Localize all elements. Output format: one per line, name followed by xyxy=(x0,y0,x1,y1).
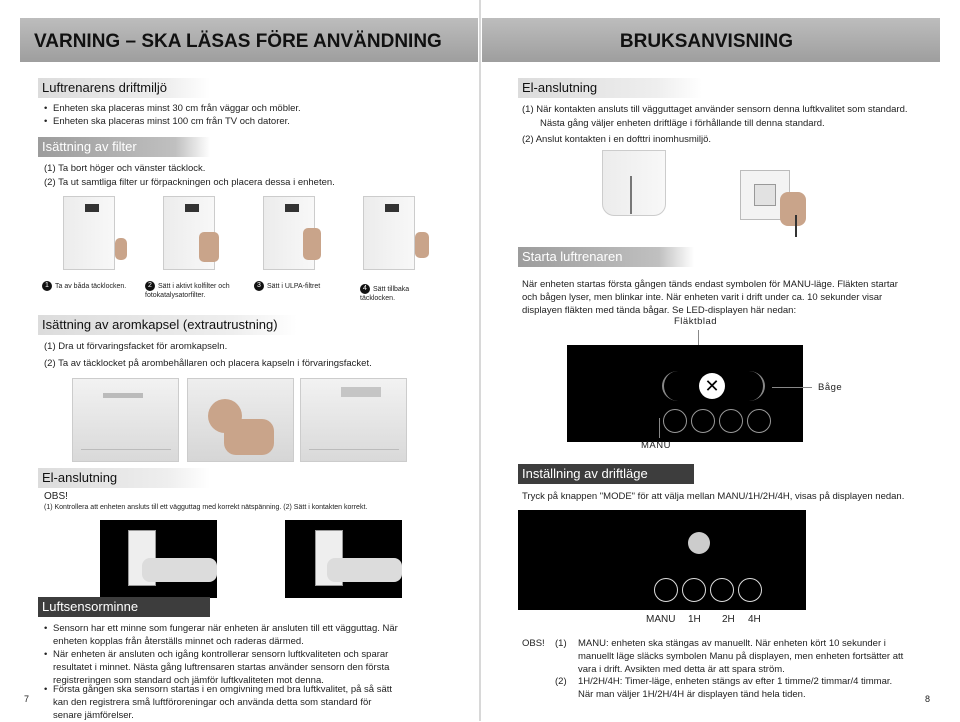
sensor-section-title: Luftsensorminne xyxy=(38,597,210,617)
aroma-step: (2) Ta av täcklocket på arombehållaren och placera kapseln i förvaringsfacket. xyxy=(44,358,372,369)
env-section-title: Luftrenarens driftmiljö xyxy=(38,78,210,98)
mode-dial xyxy=(682,578,706,602)
mode-section-title: Inställning av driftläge xyxy=(518,464,694,484)
right-power-socket-illustration xyxy=(740,160,845,240)
fan-icon: ✕ xyxy=(699,373,725,399)
filter-caption-4: 4 Sätt tillbaka täcklocken. xyxy=(360,285,410,302)
left-power-text: (1) Kontrollera att enheten ansluts till ett vägguttag med korrekt nätspänning. (2) Sätt i kontakten korrekt. xyxy=(44,504,368,511)
start-text: När enheten startas första gången tänds endast symbolen för MANU-läge. Fläkten startar och bågen lyser, men blinkar inte. När enheten varit i drift under ca. 10 sekunder visar displayen fläkten med tända bågar. Se LED-displayen här nedan: xyxy=(522,279,898,316)
mode-dial xyxy=(710,578,734,602)
aroma-step: (1) Dra ut förvaringsfacket för aromkapseln. xyxy=(44,341,228,352)
filter-illustration-3 xyxy=(255,192,335,272)
left-page-number: 7 xyxy=(24,694,30,704)
filter-section-title: Isättning av filter xyxy=(38,137,210,157)
arc-icon xyxy=(733,371,765,401)
right-page-header xyxy=(482,18,940,62)
mode-dial xyxy=(691,409,715,433)
led-display-start xyxy=(567,345,803,442)
arc-icon xyxy=(662,371,694,401)
aroma-illustration-3 xyxy=(300,378,407,462)
fan-blade-label: Fläktblad xyxy=(674,316,718,327)
mode-dial xyxy=(663,409,687,433)
aroma-illustration-1 xyxy=(72,378,179,462)
filter-step: (1) Ta bort höger och vänster täcklock. xyxy=(44,163,206,174)
mode-label-4h: 4H xyxy=(748,614,761,625)
filter-caption-1: 1 Ta av båda täcklocken. xyxy=(42,281,142,291)
manu-label-line xyxy=(659,418,660,438)
manu-label: MANU xyxy=(641,440,671,451)
mode-dial xyxy=(738,578,762,602)
mode-dial xyxy=(747,409,771,433)
left-page-header xyxy=(20,18,478,62)
filter-illustration-1 xyxy=(55,192,135,272)
filter-caption-3: 3 Sätt i ULPA-filtret xyxy=(254,281,354,291)
filter-step: (2) Ta ut samtliga filter ur förpackningen och placera dessa i enheten. xyxy=(44,177,335,188)
filter-caption-2: 2 Sätt i aktivt kolfilter och fotokatalysatorfilter. xyxy=(145,282,230,299)
mode-text: Tryck på knappen "MODE" för att välja mellan MANU/1H/2H/4H, visas på displayen nedan. xyxy=(522,491,905,502)
arc-label: Båge xyxy=(818,382,843,393)
sensor-item: • När enheten är ansluten och igång kontrollerar sensorn luftkvaliteten och sparar resultatet i minnet. Nästa gång luftrensaren startas använder sensorn den första registreringen som standard och jämför luftkvaliteten mot denna. xyxy=(53,648,398,687)
aroma-section-title: Isättning av aromkapsel (extrautrustning) xyxy=(38,315,297,335)
mode-dial xyxy=(719,409,743,433)
right-power-unit-illustration xyxy=(590,150,680,220)
mode-label-1h: 1H xyxy=(688,614,701,625)
env-item: • Enheten ska placeras minst 100 cm från TV och datorer. xyxy=(53,115,453,128)
right-power-section-title: El-anslutning xyxy=(518,78,702,98)
page-divider xyxy=(479,0,481,721)
mode-label-2h: 2H xyxy=(722,614,735,625)
obs-text-2: 1H/2H/4H: Timer-läge, enheten stängs av efter 1 timme/2 timmar/4 timmar. När man väljer 1H/2H/4H är displayen tänd hela tiden. xyxy=(578,676,893,700)
mode-label-manu: MANU xyxy=(646,614,676,625)
led-display-mode xyxy=(518,510,806,610)
obs-label: OBS! xyxy=(522,638,545,649)
right-power-step1b: Nästa gång väljer enheten driftläge i förhållande till denna standard. xyxy=(540,118,825,129)
left-power-illustration-1 xyxy=(100,520,217,598)
right-power-step2: (2) Anslut kontakten i en dofttri inomhusmiljö. xyxy=(522,134,712,145)
sensor-item: • Sensorn har ett minne som fungerar när enheten är ansluten till ett vägguttag. När enheten kopplas från återställs minnet och raderas därmed. xyxy=(53,622,398,648)
right-page-number: 8 xyxy=(925,694,931,704)
start-section-title: Starta luftrenaren xyxy=(518,247,694,267)
mode-dial xyxy=(654,578,678,602)
left-power-obs: OBS! xyxy=(44,491,68,502)
obs-text-1: MANU: enheten ska stängas av manuellt. När enheten kört 10 sekunder i manuellt läge släcks symbolen Manu på displayen, men enheten fortsätter att vara i drift. Avsikten med detta är att spara ström. xyxy=(578,638,904,675)
arc-label-line xyxy=(772,387,812,388)
aroma-illustration-2 xyxy=(187,378,294,462)
obs-num-2: (2) xyxy=(555,676,567,687)
obs-num-1: (1) xyxy=(555,638,567,649)
left-header-title: VARNING – SKA LÄSAS FÖRE ANVÄNDNING xyxy=(34,31,442,52)
env-item: • Enheten ska placeras minst 30 cm från väggar och möbler. xyxy=(53,102,453,115)
filter-illustration-4 xyxy=(355,192,435,272)
left-power-illustration-2 xyxy=(285,520,402,598)
right-power-step1: (1) När kontakten ansluts till vägguttaget använder sensorn denna luftkvalitet som standard. xyxy=(522,104,908,115)
fan-icon xyxy=(688,532,710,554)
left-power-section-title: El-anslutning xyxy=(38,468,210,488)
filter-illustration-2 xyxy=(155,192,235,272)
right-header-title: BRUKSANVISNING xyxy=(619,31,793,52)
sensor-item: • Första gången ska sensorn startas i en omgivning med bra luftkvalitet, på så sätt kan den registrera små luftföroreningar och använda detta som standard för senare jämförelser. xyxy=(53,683,398,722)
